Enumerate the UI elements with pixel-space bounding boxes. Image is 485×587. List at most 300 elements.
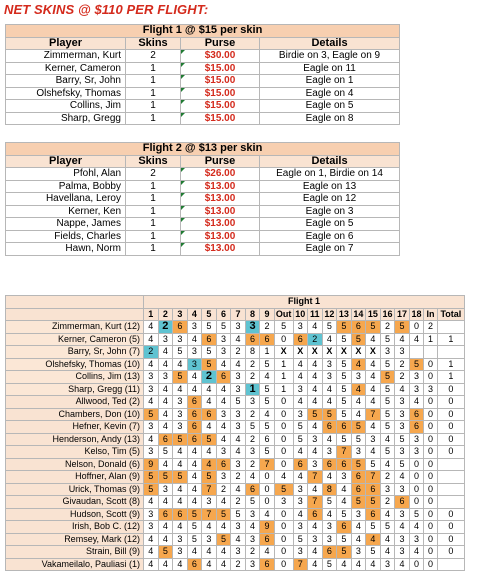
- score-cell: 5: [337, 396, 352, 409]
- score-cell: 4: [216, 383, 231, 396]
- score-cell: 4: [144, 546, 159, 559]
- score-cell: 4: [380, 458, 395, 471]
- skins-count: 1: [126, 180, 181, 193]
- player-name: Collins, Jim: [6, 100, 126, 113]
- player-name: Givaudan, Scott (8): [6, 496, 144, 509]
- score-cell: 0: [424, 433, 437, 446]
- score-cell: 4: [308, 396, 323, 409]
- score-cell: 0: [424, 496, 437, 509]
- score-cell: 4: [308, 558, 323, 571]
- score-cell: 0: [424, 421, 437, 434]
- score-cell: 3: [231, 321, 246, 334]
- score-cell: 4: [337, 483, 352, 496]
- score-cell: 5: [337, 408, 352, 421]
- purse-amount: $13.00: [181, 193, 260, 206]
- score-cell: 3: [322, 521, 337, 534]
- player-name: Henderson, Andy (13): [6, 433, 144, 446]
- score-cell: 0: [437, 521, 464, 534]
- score-cell: 8: [322, 483, 337, 496]
- score-cell: 5: [260, 446, 275, 459]
- score-cell: 2: [245, 546, 260, 559]
- column-header: Skins: [126, 155, 181, 168]
- score-cell: 3: [308, 533, 323, 546]
- table-row: [6, 458, 465, 471]
- purse-amount: $13.00: [181, 243, 260, 256]
- score-cell: 4: [409, 546, 424, 559]
- score-cell: 5: [380, 408, 395, 421]
- score-cell: 5: [322, 558, 337, 571]
- score-cell: 3: [409, 533, 424, 546]
- score-cell: 2: [245, 433, 260, 446]
- score-cell: 4: [366, 421, 381, 434]
- score-cell: 4: [202, 421, 217, 434]
- purse-amount: $15.00: [181, 87, 260, 100]
- score-cell: 4: [322, 508, 337, 521]
- score-cell: 4: [231, 533, 246, 546]
- player-name: Zimmerman, Kurt: [6, 50, 126, 63]
- table-row: [6, 358, 465, 371]
- flight-2-skins-table: [5, 142, 400, 256]
- score-cell: 2: [260, 321, 275, 334]
- score-cell: 6: [173, 508, 188, 521]
- player-name: Nelson, Donald (6): [6, 458, 144, 471]
- score-cell: 6: [293, 333, 308, 346]
- score-cell: 4: [187, 333, 202, 346]
- score-cell: 0: [260, 471, 275, 484]
- score-cell: 4: [202, 558, 217, 571]
- score-cell: 4: [351, 358, 366, 371]
- score-cell: 6: [260, 558, 275, 571]
- score-cell: 3: [351, 371, 366, 384]
- score-cell: 5: [293, 421, 308, 434]
- score-cell: 3: [173, 533, 188, 546]
- score-cell: 5: [337, 371, 352, 384]
- table-row: [6, 396, 465, 409]
- scorecard-flight-row: [6, 296, 465, 309]
- score-cell: 4: [351, 396, 366, 409]
- score-cell: 5: [351, 496, 366, 509]
- score-cell: 3: [293, 408, 308, 421]
- table-row: [6, 100, 400, 113]
- score-cell: 0: [437, 508, 464, 521]
- score-cell: 2: [245, 358, 260, 371]
- score-cell: 3: [308, 458, 323, 471]
- score-cell: 6: [308, 508, 323, 521]
- score-cell: 3: [187, 321, 202, 334]
- score-cell: 4: [173, 383, 188, 396]
- table-row: [6, 408, 465, 421]
- purse-amount: $13.00: [181, 218, 260, 231]
- purse-amount: $13.00: [181, 205, 260, 218]
- score-cell: 4: [322, 471, 337, 484]
- score-cell: 3: [293, 521, 308, 534]
- score-cell: 4: [308, 521, 323, 534]
- score-cell: 5: [158, 546, 173, 559]
- score-cell: 3: [231, 408, 246, 421]
- score-cell: 6: [409, 408, 424, 421]
- score-cell: 5: [202, 433, 217, 446]
- player-name: Hoffner, Alan (9): [6, 471, 144, 484]
- score-cell: 5: [409, 508, 424, 521]
- score-cell: 4: [274, 471, 293, 484]
- player-name: Kerner, Cameron: [6, 62, 126, 75]
- purse-amount: $26.00: [181, 168, 260, 181]
- purse-amount: $15.00: [181, 62, 260, 75]
- score-cell: 4: [260, 546, 275, 559]
- score-cell: 3: [424, 383, 437, 396]
- hole-header: 14: [351, 308, 366, 321]
- score-cell: 3: [187, 346, 202, 359]
- score-cell: 0: [424, 508, 437, 521]
- score-cell: 3: [187, 358, 202, 371]
- skin-details: Eagle on 3: [260, 205, 400, 218]
- score-cell: 3: [395, 346, 410, 359]
- score-cell: 3: [158, 483, 173, 496]
- score-cell: 4: [187, 458, 202, 471]
- score-cell: 0: [437, 533, 464, 546]
- table-row: [6, 205, 400, 218]
- hole-header: 11: [308, 308, 323, 321]
- score-cell: X: [337, 346, 352, 359]
- score-cell: 2: [308, 333, 323, 346]
- player-name: Nappe, James: [6, 218, 126, 231]
- score-cell: 5: [366, 496, 381, 509]
- score-cell: 3: [216, 333, 231, 346]
- score-cell: 3: [395, 446, 410, 459]
- score-cell: 4: [173, 458, 188, 471]
- score-cell: 1: [245, 383, 260, 396]
- score-cell: 0: [424, 358, 437, 371]
- score-cell: 3: [144, 446, 159, 459]
- score-cell: 3: [158, 333, 173, 346]
- player-name: Allwood, Ted (2): [6, 396, 144, 409]
- score-cell: 3: [366, 433, 381, 446]
- player-name: Hefner, Kevin (7): [6, 421, 144, 434]
- table-row: [6, 333, 465, 346]
- skins-count: 1: [126, 62, 181, 75]
- player-name: Chambers, Don (10): [6, 408, 144, 421]
- score-cell: 2: [395, 358, 410, 371]
- score-cell: 5: [187, 508, 202, 521]
- blank-cell: [6, 308, 144, 321]
- score-cell: 4: [293, 471, 308, 484]
- table-row: [6, 521, 465, 534]
- score-cell: 4: [245, 521, 260, 534]
- score-cell: 6: [202, 333, 217, 346]
- skin-details: Birdie on 3, Eagle on 9: [260, 50, 400, 63]
- score-cell: 3: [231, 421, 246, 434]
- score-cell: [437, 496, 464, 509]
- score-cell: 2: [380, 496, 395, 509]
- score-cell: 4: [395, 383, 410, 396]
- score-cell: 5: [322, 496, 337, 509]
- score-cell: 0: [437, 421, 464, 434]
- score-cell: X: [293, 346, 308, 359]
- score-cell: 0: [424, 371, 437, 384]
- score-cell: 4: [216, 433, 231, 446]
- hole-header: 12: [322, 308, 337, 321]
- score-cell: 3: [144, 383, 159, 396]
- score-cell: 1: [260, 346, 275, 359]
- score-cell: 3: [293, 496, 308, 509]
- column-header: Player: [6, 155, 126, 168]
- table-row: [6, 346, 465, 359]
- score-cell: 4: [293, 371, 308, 384]
- table-row: [6, 112, 400, 125]
- score-cell: 5: [260, 421, 275, 434]
- skins-count: 1: [126, 230, 181, 243]
- score-cell: 5: [395, 321, 410, 334]
- score-cell: 3: [216, 446, 231, 459]
- score-cell: 3: [322, 358, 337, 371]
- flight-header: Flight 2 @ $13 per skin: [6, 143, 400, 156]
- score-cell: 3: [245, 508, 260, 521]
- score-cell: 5: [337, 333, 352, 346]
- hole-header: 6: [216, 308, 231, 321]
- purse-amount: $30.00: [181, 50, 260, 63]
- score-cell: 5: [260, 396, 275, 409]
- score-cell: 4: [158, 496, 173, 509]
- score-cell: 2: [144, 346, 159, 359]
- flight-header: Flight 1 @ $15 per skin: [6, 25, 400, 38]
- score-cell: 5: [202, 471, 217, 484]
- score-cell: 0: [274, 333, 293, 346]
- column-header: Details: [260, 37, 400, 50]
- player-name: Remsey, Mark (12): [6, 533, 144, 546]
- purse-amount: $13.00: [181, 180, 260, 193]
- purse-amount: $15.00: [181, 100, 260, 113]
- score-cell: 1: [437, 333, 464, 346]
- table-row: [6, 87, 400, 100]
- skins-count: 2: [126, 50, 181, 63]
- score-cell: 5: [173, 346, 188, 359]
- score-cell: 3: [351, 546, 366, 559]
- purse-amount: $15.00: [181, 75, 260, 88]
- score-cell: 4: [308, 446, 323, 459]
- flight-header-row: [6, 25, 400, 38]
- score-cell: 4: [260, 408, 275, 421]
- hole-header: 17: [395, 308, 410, 321]
- table-row: [6, 218, 400, 231]
- score-cell: 4: [187, 496, 202, 509]
- score-cell: 5: [216, 321, 231, 334]
- score-cell: 5: [158, 446, 173, 459]
- score-cell: 6: [351, 471, 366, 484]
- score-cell: 7: [308, 471, 323, 484]
- table-row: [6, 421, 465, 434]
- score-cell: 5: [380, 371, 395, 384]
- score-cell: 4: [351, 533, 366, 546]
- score-cell: 5: [202, 358, 217, 371]
- score-cell: 4: [158, 558, 173, 571]
- score-cell: 0: [437, 546, 464, 559]
- player-name: Collins, Jim (13): [6, 371, 144, 384]
- player-name: Urick, Thomas (9): [6, 483, 144, 496]
- score-cell: 4: [158, 458, 173, 471]
- score-cell: 3: [231, 546, 246, 559]
- score-cell: 2: [231, 558, 246, 571]
- score-cell: 4: [216, 558, 231, 571]
- score-cell: 4: [144, 496, 159, 509]
- score-cell: 3: [395, 421, 410, 434]
- score-cell: 0: [274, 533, 293, 546]
- score-cell: 4: [366, 371, 381, 384]
- flight-1-skins-table: [5, 24, 400, 125]
- score-cell: 3: [202, 533, 217, 546]
- score-cell: 6: [187, 396, 202, 409]
- score-cell: 3: [274, 496, 293, 509]
- table-row: [6, 496, 465, 509]
- skin-details: Eagle on 11: [260, 62, 400, 75]
- score-cell: 0: [424, 546, 437, 559]
- score-cell: 0: [409, 321, 424, 334]
- score-cell: 0: [274, 558, 293, 571]
- score-cell: 5: [173, 433, 188, 446]
- score-cell: 2: [231, 346, 246, 359]
- score-cell: 5: [322, 321, 337, 334]
- score-cell: 4: [366, 333, 381, 346]
- score-cell: 4: [173, 483, 188, 496]
- score-cell: 6: [187, 433, 202, 446]
- score-cell: 4: [187, 471, 202, 484]
- score-cell: 5: [337, 321, 352, 334]
- score-cell: 4: [158, 521, 173, 534]
- score-cell: 3: [144, 521, 159, 534]
- player-name: Kerner, Cameron (5): [6, 333, 144, 346]
- score-cell: 4: [245, 471, 260, 484]
- score-cell: 1: [424, 333, 437, 346]
- score-cell: 7: [260, 458, 275, 471]
- score-cell: 6: [173, 321, 188, 334]
- score-cell: 6: [395, 496, 410, 509]
- score-cell: 4: [158, 421, 173, 434]
- score-cell: 4: [216, 521, 231, 534]
- score-cell: 3: [409, 383, 424, 396]
- score-cell: 5: [337, 546, 352, 559]
- score-cell: 4: [351, 521, 366, 534]
- score-cell: 3: [395, 508, 410, 521]
- score-cell: 3: [409, 433, 424, 446]
- score-cell: 4: [322, 333, 337, 346]
- score-cell: 0: [274, 421, 293, 434]
- score-cell: 5: [366, 546, 381, 559]
- score-cell: 5: [351, 433, 366, 446]
- hole-header: Out: [275, 308, 292, 319]
- score-cell: 5: [202, 346, 217, 359]
- score-cell: 4: [216, 496, 231, 509]
- skin-details: Eagle on 1: [260, 75, 400, 88]
- score-cell: 2: [380, 321, 395, 334]
- score-cell: 3: [395, 408, 410, 421]
- score-cell: 6: [187, 558, 202, 571]
- score-cell: 4: [144, 433, 159, 446]
- table-row: [6, 75, 400, 88]
- score-cell: 4: [366, 446, 381, 459]
- player-name: Kerner, Ken: [6, 205, 126, 218]
- score-cell: 3: [231, 521, 246, 534]
- score-cell: 5: [144, 483, 159, 496]
- skins-count: 2: [126, 168, 181, 181]
- score-cell: 0: [437, 446, 464, 459]
- score-cell: 3: [351, 508, 366, 521]
- score-cell: 3: [395, 396, 410, 409]
- skins-count: 1: [126, 243, 181, 256]
- score-cell: 4: [231, 358, 246, 371]
- score-cell: 5: [337, 533, 352, 546]
- score-cell: [409, 346, 424, 359]
- blank-cell: [6, 296, 144, 309]
- score-cell: 6: [158, 508, 173, 521]
- score-cell: 5: [293, 433, 308, 446]
- hole-header: 10: [293, 308, 308, 321]
- score-cell: 3: [173, 333, 188, 346]
- score-cell: 4: [216, 421, 231, 434]
- hole-header: 8: [245, 308, 260, 321]
- score-cell: 6: [245, 483, 260, 496]
- score-cell: 5: [245, 421, 260, 434]
- score-cell: 4: [216, 546, 231, 559]
- score-cell: 4: [351, 558, 366, 571]
- score-cell: 5: [144, 471, 159, 484]
- hole-header: 2: [158, 308, 173, 321]
- score-cell: 3: [322, 533, 337, 546]
- score-cell: 4: [216, 358, 231, 371]
- score-cell: 0: [424, 533, 437, 546]
- score-cell: 6: [337, 458, 352, 471]
- score-cell: 7: [366, 408, 381, 421]
- score-cell: 3: [216, 408, 231, 421]
- score-cell: 4: [202, 546, 217, 559]
- score-cell: 4: [202, 521, 217, 534]
- score-cell: 0: [409, 471, 424, 484]
- hole-header: 13: [337, 308, 352, 321]
- score-cell: 5: [216, 508, 231, 521]
- score-cell: 5: [351, 421, 366, 434]
- hole-header: 3: [173, 308, 188, 321]
- skins-count: 1: [126, 218, 181, 231]
- score-cell: 3: [173, 546, 188, 559]
- score-cell: 4: [366, 383, 381, 396]
- hole-header: 18: [409, 308, 424, 321]
- score-cell: [437, 458, 464, 471]
- score-cell: 0: [409, 496, 424, 509]
- score-cell: 5: [216, 533, 231, 546]
- table-row: [6, 193, 400, 206]
- score-cell: 3: [245, 558, 260, 571]
- score-cell: 4: [293, 446, 308, 459]
- score-cell: 4: [260, 508, 275, 521]
- score-cell: 3: [173, 408, 188, 421]
- score-cell: 0: [424, 408, 437, 421]
- score-cell: 3: [245, 321, 260, 334]
- score-cell: 4: [380, 546, 395, 559]
- score-cell: 2: [158, 321, 173, 334]
- table-row: [6, 50, 400, 63]
- score-cell: 4: [231, 333, 246, 346]
- score-cell: 1: [437, 371, 464, 384]
- score-cell: 3: [395, 483, 410, 496]
- score-cell: [437, 321, 464, 334]
- player-name: Vakameilalo, Pauliasi (1): [6, 558, 144, 571]
- score-cell: 2: [245, 371, 260, 384]
- score-cell: 5: [293, 533, 308, 546]
- score-cell: 7: [337, 446, 352, 459]
- score-cell: 6: [187, 408, 202, 421]
- score-cell: 3: [380, 483, 395, 496]
- score-cell: 4: [409, 333, 424, 346]
- table-row: [6, 558, 465, 571]
- score-cell: 4: [380, 508, 395, 521]
